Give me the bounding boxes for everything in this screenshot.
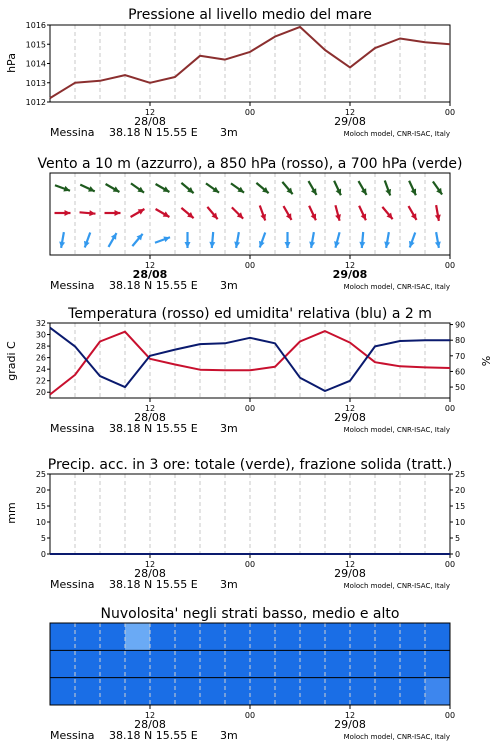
wind-arrow-700hpa bbox=[106, 184, 120, 192]
wind-arrow-head bbox=[185, 242, 191, 248]
temperature-ytick-label: 24 bbox=[35, 365, 46, 375]
wind-arrow-10m bbox=[309, 232, 315, 248]
wind-arrow-10m bbox=[384, 232, 390, 248]
clouds-xtick-label: 00 bbox=[244, 711, 256, 720]
temperature-xtick-label: 12 bbox=[344, 404, 356, 413]
wind-arrow-850hpa bbox=[105, 210, 121, 216]
wind-date-label: 28/08 bbox=[132, 268, 168, 281]
pressure-xtick-label: 12 bbox=[144, 108, 156, 117]
temperature-ytick-label: 26 bbox=[35, 353, 46, 363]
wind-arrow-700hpa bbox=[433, 181, 442, 194]
precip-ytick-right-label: 25 bbox=[455, 470, 466, 479]
precip-model-credit: Moloch model, CNR-ISAC, Italy bbox=[343, 582, 450, 590]
precip-title: Precip. acc. in 3 ore: totale (verde), frazione solida (tratt.) bbox=[47, 457, 453, 473]
humidity-ytick-right-label: 70 bbox=[455, 351, 466, 361]
wind-title: Vento a 10 m (azzurro), a 850 hPa (rosso), a 700 hPa (verde) bbox=[37, 156, 463, 172]
pressure-ytick-label: 1015 bbox=[25, 40, 46, 50]
precip-ytick-right-label: 10 bbox=[455, 518, 466, 527]
temperature-date-label: 28/08 bbox=[134, 411, 166, 424]
precip-ytick-right-label: 20 bbox=[455, 486, 466, 495]
wind-arrow-10m bbox=[234, 232, 240, 248]
wind-arrow-850hpa bbox=[335, 205, 341, 220]
temperature-ytick-label: 22 bbox=[35, 376, 46, 386]
wind-arrow-850hpa bbox=[359, 206, 366, 221]
wind-arrow-head bbox=[65, 210, 71, 216]
wind-xtick-label: 00 bbox=[244, 261, 256, 270]
pressure-model-credit: Moloch model, CNR-ISAC, Italy bbox=[343, 130, 450, 138]
pressure-xtick-label: 00 bbox=[444, 108, 456, 117]
pressure-ytick-label: 1014 bbox=[25, 59, 46, 69]
pressure-ytick-label: 1013 bbox=[25, 78, 46, 88]
precip-location-altitude: 3m bbox=[220, 578, 238, 591]
humidity-ytick-right-label: 90 bbox=[455, 320, 466, 330]
pressure-date-label: 28/08 bbox=[134, 115, 166, 128]
wind-location-coords: 38.18 N 15.55 E bbox=[109, 279, 198, 292]
temperature-xtick-label: 00 bbox=[244, 404, 256, 413]
pressure-location-altitude: 3m bbox=[220, 126, 238, 139]
cloud-cell-alto bbox=[50, 623, 125, 650]
cloud-cell-basso bbox=[425, 678, 450, 705]
precip-location-coords: 38.18 N 15.55 E bbox=[109, 578, 198, 591]
wind-arrow-10m bbox=[155, 236, 170, 242]
precip-xtick-label: 12 bbox=[144, 560, 156, 569]
wind-arrow-10m bbox=[185, 232, 191, 248]
pressure-date-label: 29/08 bbox=[334, 115, 366, 128]
temperature-ytick-label: 30 bbox=[35, 330, 46, 340]
wind-arrow-10m bbox=[359, 232, 365, 248]
wind-arrow-head bbox=[115, 210, 121, 216]
wind-arrow-850hpa bbox=[309, 206, 316, 221]
wind-arrow-850hpa bbox=[284, 206, 292, 220]
precip-ytick-label: 0 bbox=[40, 550, 46, 559]
wind-arrow-700hpa bbox=[256, 183, 268, 193]
clouds-title: Nuvolosita' negli strati basso, medio e alto bbox=[100, 606, 400, 622]
clouds-xtick-label: 00 bbox=[444, 711, 456, 720]
pressure-location-name: Messina bbox=[50, 126, 95, 139]
temperature-ytick-label: 28 bbox=[35, 342, 46, 352]
pressure-ytick-label: 1016 bbox=[25, 21, 46, 30]
temperature-location-altitude: 3m bbox=[220, 422, 238, 435]
clouds-xtick-label: 12 bbox=[344, 711, 356, 720]
wind-arrow-700hpa bbox=[181, 183, 193, 193]
precip-date-label: 29/08 bbox=[334, 567, 366, 580]
pressure-panel bbox=[26, 21, 455, 139]
wind-arrow-700hpa bbox=[80, 185, 95, 192]
precip-ytick-right-label: 15 bbox=[455, 502, 466, 511]
temperature-ytick-label: 20 bbox=[35, 388, 46, 398]
temperature-xtick-label: 00 bbox=[444, 404, 456, 413]
clouds-date-label: 29/08 bbox=[334, 718, 366, 731]
precip-ytick-label: 5 bbox=[40, 534, 46, 543]
wind-arrow-700hpa bbox=[55, 185, 70, 191]
clouds-model-credit: Moloch model, CNR-ISAC, Italy bbox=[343, 733, 450, 741]
precip-frame bbox=[50, 474, 450, 554]
wind-panel bbox=[50, 173, 455, 292]
cloud-cell-alto bbox=[125, 623, 150, 650]
precip-ytick-label: 10 bbox=[35, 518, 46, 527]
precip-panel bbox=[36, 470, 465, 591]
wind-arrow-850hpa bbox=[435, 205, 441, 221]
wind-xtick-label: 12 bbox=[344, 261, 356, 270]
wind-arrow-10m bbox=[109, 233, 117, 247]
wind-arrow-700hpa bbox=[231, 183, 244, 192]
wind-arrow-head bbox=[359, 242, 365, 248]
wind-arrow-850hpa bbox=[55, 210, 71, 216]
pressure-title: Pressione al livello medio del mare bbox=[128, 7, 372, 23]
wind-date-label: 29/08 bbox=[332, 268, 368, 281]
precip-xtick-label: 00 bbox=[244, 560, 256, 569]
wind-arrow-10m bbox=[132, 234, 142, 246]
precip-ytick-right-label: 0 bbox=[455, 550, 461, 559]
precip-date-label: 28/08 bbox=[134, 567, 166, 580]
wind-arrow-700hpa bbox=[309, 181, 317, 195]
temperature-ytick-label: 32 bbox=[35, 319, 46, 328]
wind-arrow-10m bbox=[334, 232, 340, 247]
temperature-ylabel-right: % bbox=[480, 355, 493, 367]
wind-arrow-700hpa bbox=[282, 182, 292, 194]
wind-arrow-700hpa bbox=[206, 183, 219, 192]
humidity-ytick-right-label: 80 bbox=[455, 336, 466, 346]
temperature-location-name: Messina bbox=[50, 422, 95, 435]
wind-arrow-700hpa bbox=[131, 183, 144, 192]
pressure-location-coords: 38.18 N 15.55 E bbox=[109, 126, 198, 139]
precip-xtick-label: 00 bbox=[444, 560, 456, 569]
wind-arrow-head bbox=[89, 210, 95, 216]
wind-location-name: Messina bbox=[50, 279, 95, 292]
wind-arrow-head bbox=[209, 242, 215, 248]
wind-arrow-850hpa bbox=[207, 207, 217, 219]
wind-arrow-10m bbox=[84, 232, 90, 247]
pressure-ylabel: hPa bbox=[5, 53, 18, 73]
temperature-ylabel: gradi C bbox=[5, 341, 18, 381]
pressure-xtick-label: 12 bbox=[344, 108, 356, 117]
wind-arrow-850hpa bbox=[409, 206, 417, 220]
wind-arrow-850hpa bbox=[80, 210, 96, 216]
wind-arrow-10m bbox=[259, 232, 265, 247]
precip-location-name: Messina bbox=[50, 578, 95, 591]
wind-xtick-label: 12 bbox=[144, 261, 156, 270]
clouds-xtick-label: 12 bbox=[144, 711, 156, 720]
wind-arrow-700hpa bbox=[334, 181, 341, 196]
wind-arrow-700hpa bbox=[156, 184, 170, 192]
temperature-date-label: 29/08 bbox=[334, 411, 366, 424]
precip-ytick-right-label: 5 bbox=[455, 534, 461, 543]
cloud-cell-basso bbox=[50, 678, 425, 705]
pressure-ytick-label: 1012 bbox=[25, 98, 46, 107]
precip-xtick-label: 12 bbox=[344, 560, 356, 569]
clouds-location-name: Messina bbox=[50, 729, 95, 742]
humidity-ytick-right-label: 50 bbox=[455, 383, 466, 393]
wind-arrow-10m bbox=[285, 232, 291, 248]
clouds-date-label: 28/08 bbox=[134, 718, 166, 731]
clouds-location-altitude: 3m bbox=[220, 729, 238, 742]
wind-arrow-850hpa bbox=[382, 207, 392, 219]
temperature-xtick-label: 12 bbox=[144, 404, 156, 413]
wind-arrow-700hpa bbox=[359, 181, 367, 195]
wind-arrow-850hpa bbox=[181, 208, 193, 218]
precip-ylabel: mm bbox=[5, 502, 18, 524]
wind-arrow-10m bbox=[435, 232, 441, 248]
wind-model-credit: Moloch model, CNR-ISAC, Italy bbox=[343, 283, 450, 291]
wind-arrow-850hpa bbox=[232, 207, 243, 218]
temperature-title: Temperatura (rosso) ed umidita' relativa (blu) a 2 m bbox=[68, 306, 432, 322]
humidity-ytick-right-label: 60 bbox=[455, 367, 466, 377]
clouds-panel bbox=[50, 623, 455, 742]
wind-arrow-10m bbox=[59, 232, 65, 248]
wind-arrow-850hpa bbox=[260, 205, 266, 220]
temperature-location-coords: 38.18 N 15.55 E bbox=[109, 422, 198, 435]
wind-arrow-700hpa bbox=[409, 181, 416, 196]
precip-ytick-label: 20 bbox=[35, 486, 46, 495]
wind-arrow-head bbox=[285, 242, 291, 248]
wind-arrow-700hpa bbox=[385, 180, 391, 195]
wind-arrow-10m bbox=[409, 232, 415, 247]
wind-arrow-850hpa bbox=[156, 209, 170, 217]
pressure-xtick-label: 00 bbox=[244, 108, 256, 117]
temperature-model-credit: Moloch model, CNR-ISAC, Italy bbox=[343, 426, 450, 434]
precip-ytick-label: 15 bbox=[35, 502, 46, 511]
clouds-location-coords: 38.18 N 15.55 E bbox=[109, 729, 198, 742]
wind-location-altitude: 3m bbox=[220, 279, 238, 292]
wind-arrow-850hpa bbox=[131, 209, 145, 217]
wind-xtick-label: 00 bbox=[444, 261, 456, 270]
wind-arrow-10m bbox=[209, 232, 215, 248]
precip-ytick-label: 25 bbox=[35, 470, 46, 479]
temperature-panel bbox=[36, 319, 465, 435]
